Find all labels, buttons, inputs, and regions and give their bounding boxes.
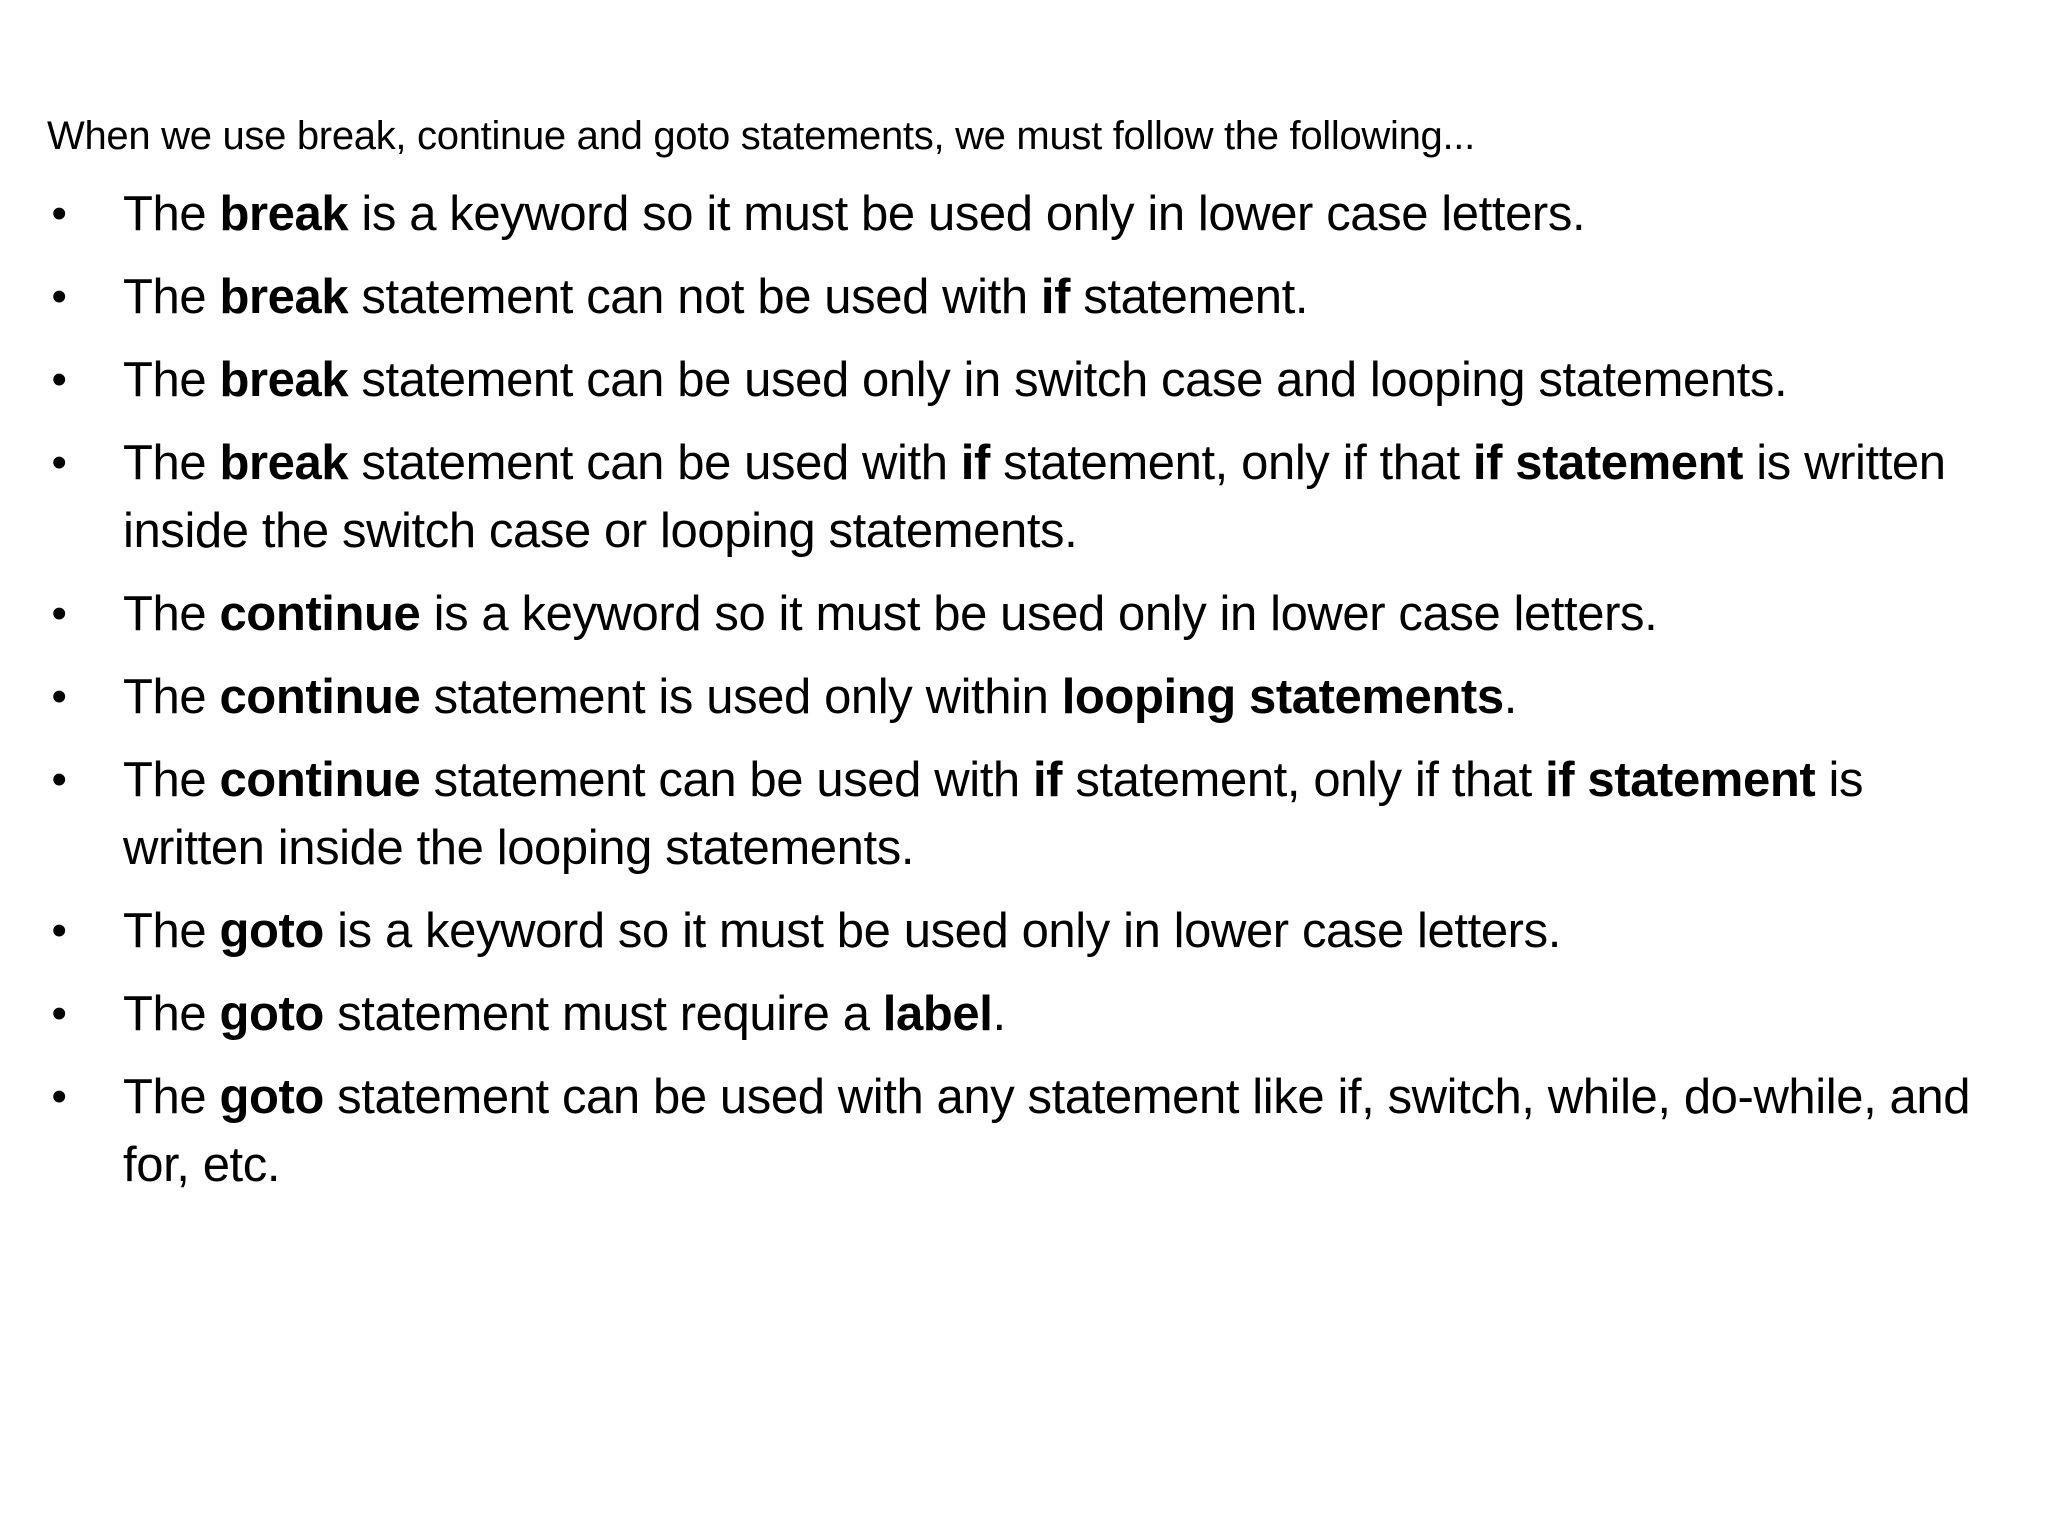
rule-text: The	[123, 987, 220, 1041]
rule-text: statement can be used with	[420, 753, 1033, 807]
keyword-text: break	[219, 270, 349, 324]
rule-item	[0, 180, 2048, 248]
rule-text: is a keyword so it must be used only in lower case letters.	[348, 187, 1586, 241]
rule-text: The	[123, 353, 220, 407]
rule-item	[0, 663, 2048, 731]
rule-text: is written inside the looping statements.	[123, 753, 1864, 875]
rule-text: statement can be used with any statement like if, switch, while, do-while, and for, etc.	[123, 1070, 1971, 1192]
rule-item	[0, 263, 2048, 331]
rule-item	[0, 746, 2048, 882]
rule-text: .	[992, 987, 1006, 1041]
keyword-text: break	[219, 187, 349, 241]
keyword-text: goto	[219, 1070, 324, 1124]
rule-text: .	[1503, 670, 1517, 724]
keyword-text: break	[219, 436, 349, 490]
rule-text: statement can not be used with	[348, 270, 1041, 324]
bullet-icon: •	[51, 589, 67, 638]
keyword-text: if statement	[1472, 436, 1744, 490]
rule-item	[0, 429, 2048, 565]
keyword-text: goto	[219, 987, 324, 1041]
rule-text: The	[123, 1070, 220, 1124]
rule-text: The	[123, 270, 220, 324]
keyword-text: if	[960, 436, 990, 490]
rule-item	[0, 1063, 2048, 1199]
rule-text: The	[123, 904, 220, 958]
rule-text: The	[123, 753, 220, 807]
bullet-icon: •	[51, 755, 67, 804]
rule-item	[0, 897, 2048, 965]
rule-text: statement is used only within	[420, 670, 1062, 724]
bullet-icon: •	[51, 1072, 67, 1121]
rule-text: is a keyword so it must be used only in lower case letters.	[323, 904, 1561, 958]
rule-item	[0, 980, 2048, 1048]
keyword-text: continue	[219, 587, 421, 641]
bullet-icon: •	[51, 355, 67, 404]
keyword-text: continue	[219, 670, 421, 724]
keyword-text: continue	[219, 753, 421, 807]
rule-text: statement can be used only in switch case and looping statements.	[348, 353, 1788, 407]
rule-text: The	[123, 587, 220, 641]
rule-text: statement, only if that	[1062, 753, 1546, 807]
rule-text: statement can be used with	[348, 436, 961, 490]
bullet-icon: •	[51, 989, 67, 1038]
rule-text: statement must require a	[323, 987, 883, 1041]
rule-text: statement.	[1070, 270, 1309, 324]
bullet-icon: •	[51, 438, 67, 487]
rule-text: The	[123, 436, 220, 490]
rule-text: The	[123, 670, 220, 724]
bullet-icon: •	[51, 672, 67, 721]
keyword-text: goto	[219, 904, 324, 958]
bullet-icon: •	[51, 272, 67, 321]
keyword-text: label	[882, 987, 993, 1041]
intro-text: When we use break, continue and goto statements, we must follow the following...	[47, 114, 1475, 158]
rules-list	[0, 180, 2048, 1214]
keyword-text: break	[219, 353, 349, 407]
keyword-text: if	[1040, 270, 1071, 324]
rule-text: is written inside the switch case or looping statements.	[123, 436, 1946, 558]
keyword-text: if	[1032, 753, 1063, 807]
bullet-icon: •	[51, 189, 67, 238]
keyword-text: if statement	[1545, 753, 1816, 807]
rule-item	[0, 580, 2048, 648]
rule-text: statement, only if that	[989, 436, 1473, 490]
rule-text: The	[123, 187, 220, 241]
rule-text: is a keyword so it must be used only in lower case letters.	[420, 587, 1658, 641]
rule-item	[0, 346, 2048, 414]
bullet-icon: •	[51, 906, 67, 955]
keyword-text: looping statements	[1061, 670, 1504, 724]
